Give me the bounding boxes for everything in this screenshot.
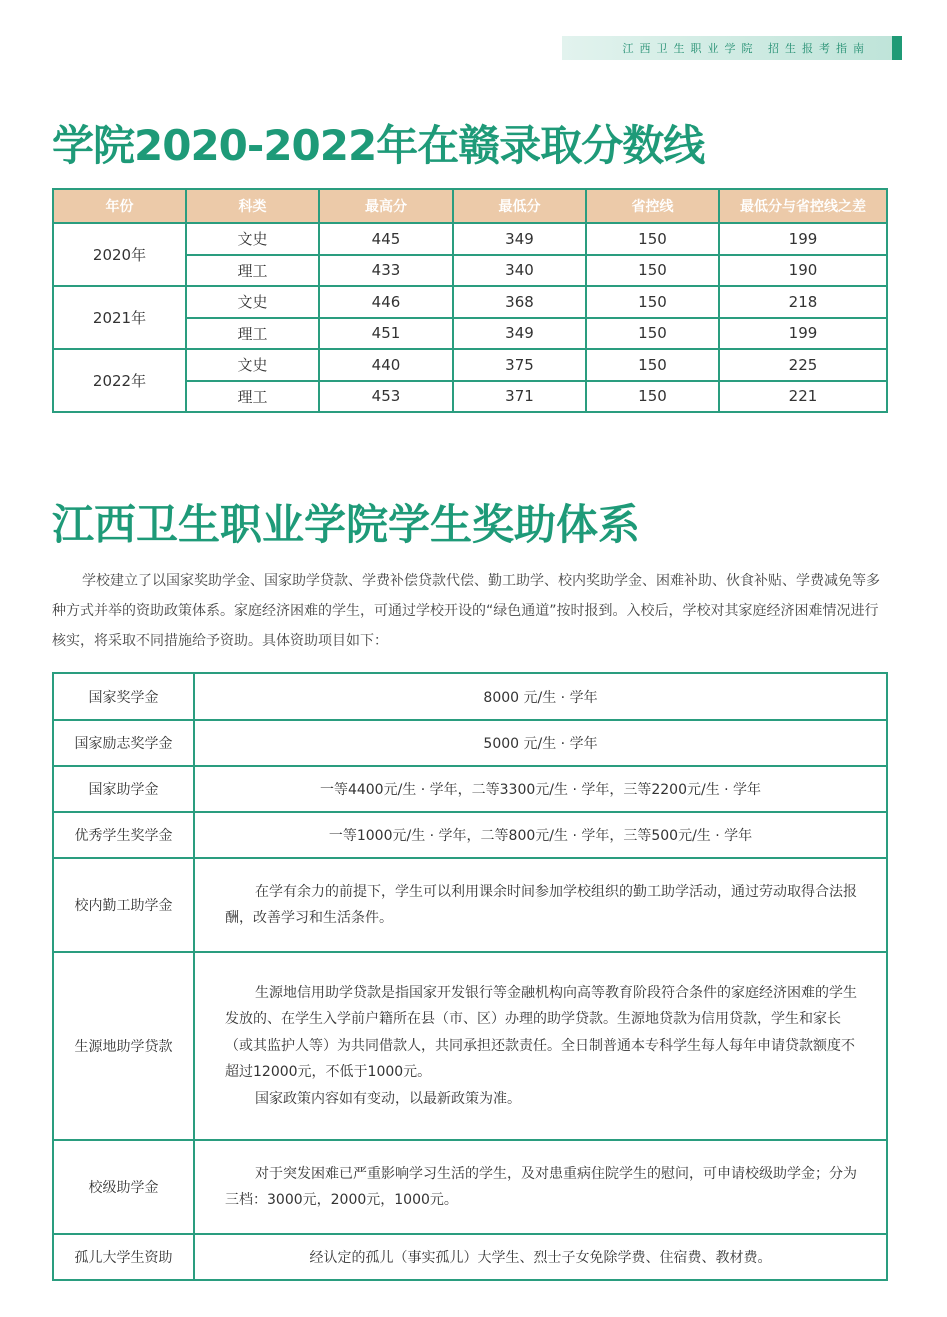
min-cell: 375 — [453, 349, 586, 381]
max-cell: 445 — [319, 223, 453, 255]
diff-cell: 199 — [719, 223, 887, 255]
aid-item-name: 生源地助学贷款 — [53, 952, 194, 1140]
min-cell: 349 — [453, 223, 586, 255]
table-row — [53, 952, 887, 1140]
table-row — [53, 673, 887, 720]
min-cell: 371 — [453, 381, 586, 413]
type-cell: 理工 — [186, 381, 319, 413]
min-cell: 349 — [453, 318, 586, 350]
aid-table — [52, 672, 888, 1281]
table-row — [53, 349, 887, 381]
line-cell: 150 — [586, 223, 719, 255]
table-row — [53, 1140, 887, 1234]
col-max: 最高分 — [319, 189, 453, 223]
max-cell: 453 — [319, 381, 453, 413]
aid-item-name: 国家奖学金 — [53, 673, 194, 720]
aid-item-value: 经认定的孤儿（事实孤儿）大学生、烈士子女免除学费、住宿费、教材费。 — [194, 1234, 887, 1280]
max-cell: 446 — [319, 286, 453, 318]
aid-item-value: 在学有余力的前提下，学生可以利用课余时间参加学校组织的勤工助学活动，通过劳动取得合法报酬，改善学习和生活条件。 — [225, 883, 857, 926]
aid-item-value: 生源地信用助学贷款是指国家开发银行等金融机构向高等教育阶段符合条件的家庭经济困难的学生发放的、在学生入学前户籍所在县（市、区）办理的助学贷款。生源地贷款为信用贷款，学生和家长（或其监护人等）为共同借款人，共同承担还款责任。全日制普通本专科学生每人每年申请贷款额度不超过12000元，不低于1000元。 — [225, 984, 857, 1081]
header-text: 江西卫生职业学院 招生报考指南 — [622, 42, 870, 55]
line-cell: 150 — [586, 286, 719, 318]
score-section-title: 学院2020-2022年在赣录取分数线 — [52, 121, 705, 170]
type-cell: 理工 — [186, 255, 319, 287]
table-row — [53, 812, 887, 858]
year-cell: 2020年 — [53, 223, 186, 286]
aid-item-name: 校级助学金 — [53, 1140, 194, 1234]
score-table-header — [53, 189, 887, 223]
table-row — [53, 766, 887, 812]
table-row — [53, 1234, 887, 1280]
aid-item-name: 孤儿大学生资助 — [53, 1234, 194, 1280]
max-cell: 433 — [319, 255, 453, 287]
aid-item-value: 对于突发困难已严重影响学习生活的学生，及对患重病住院学生的慰问，可申请校级助学金；分为三档：3000元，2000元，1000元。 — [225, 1165, 857, 1208]
year-cell: 2021年 — [53, 286, 186, 349]
col-year: 年份 — [53, 189, 186, 223]
aid-intro-paragraph: 学校建立了以国家奖助学金、国家助学贷款、学费补偿贷款代偿、勤工助学、校内奖助学金、困难补助、伙食补贴、学费减免等多种方式并举的资助政策体系。家庭经济困难的学生，可通过学校开设的“绿色通道”按时报到。入校后，学校对其家庭经济困难情况进行核实，将采取不同措施给予资助。具体资助项目如下： — [52, 573, 880, 649]
aid-item-value: 一等4400元/生 · 学年，二等3300元/生 · 学年，三等2200元/生 · 学年 — [194, 766, 887, 812]
type-cell: 文史 — [186, 286, 319, 318]
aid-item-name: 校内勤工助学金 — [53, 858, 194, 952]
diff-cell: 225 — [719, 349, 887, 381]
line-cell: 150 — [586, 318, 719, 350]
aid-item-name: 优秀学生奖学金 — [53, 812, 194, 858]
diff-cell: 218 — [719, 286, 887, 318]
col-diff: 最低分与省控线之差 — [719, 189, 887, 223]
aid-item-value: 一等1000元/生 · 学年，二等800元/生 · 学年，三等500元/生 · 学年 — [194, 812, 887, 858]
min-cell: 340 — [453, 255, 586, 287]
col-min: 最低分 — [453, 189, 586, 223]
max-cell: 440 — [319, 349, 453, 381]
line-cell: 150 — [586, 381, 719, 413]
diff-cell: 199 — [719, 318, 887, 350]
aid-item-name: 国家助学金 — [53, 766, 194, 812]
score-table — [52, 188, 888, 413]
diff-cell: 190 — [719, 255, 887, 287]
header-accent — [892, 36, 902, 60]
diff-cell: 221 — [719, 381, 887, 413]
table-row — [53, 286, 887, 318]
table-row — [53, 720, 887, 766]
line-cell: 150 — [586, 349, 719, 381]
header-banner — [562, 36, 892, 60]
col-line: 省控线 — [586, 189, 719, 223]
table-row — [53, 858, 887, 952]
year-cell: 2022年 — [53, 349, 186, 412]
aid-item-name: 国家励志奖学金 — [53, 720, 194, 766]
type-cell: 文史 — [186, 223, 319, 255]
type-cell: 理工 — [186, 318, 319, 350]
type-cell: 文史 — [186, 349, 319, 381]
aid-item-note: 国家政策内容如有变动，以最新政策为准。 — [255, 1090, 521, 1107]
max-cell: 451 — [319, 318, 453, 350]
col-type: 科类 — [186, 189, 319, 223]
line-cell: 150 — [586, 255, 719, 287]
table-row — [53, 223, 887, 255]
aid-item-value: 5000 元/生 · 学年 — [194, 720, 887, 766]
min-cell: 368 — [453, 286, 586, 318]
aid-item-value: 8000 元/生 · 学年 — [194, 673, 887, 720]
aid-section-title: 江西卫生职业学院学生奖助体系 — [52, 500, 641, 549]
